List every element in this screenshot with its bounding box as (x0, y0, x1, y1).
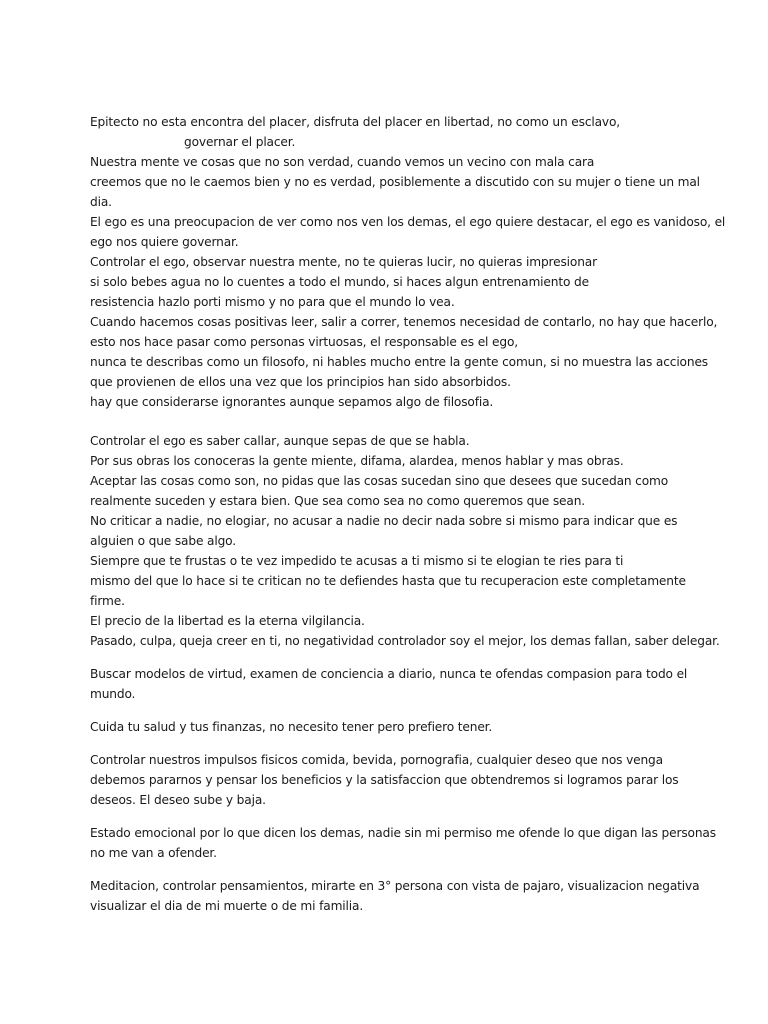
paragraph-gap (90, 863, 690, 876)
text-line: No criticar a nadie, no elogiar, no acusar a nadie no decir nada sobre si mismo para indicar que es (90, 514, 678, 528)
text-line: esto nos hace pasar como personas virtuosas, el responsable es el ego, (90, 335, 518, 349)
text-line: creemos que no le caemos bien y no es verdad, posiblemente a discutido con su mujer o tiene un mal (90, 175, 700, 189)
document-body (90, 112, 726, 916)
text-line: si solo bebes agua no lo cuentes a todo el mundo, si haces algun entrenamiento de (90, 275, 589, 289)
text-line: alguien o que sabe algo. (90, 534, 236, 548)
text-line: deseos. El deseo sube y baja. (90, 793, 266, 807)
text-line: firme. (90, 594, 125, 608)
text-line: Por sus obras los conoceras la gente miente, difama, alardea, menos hablar y mas obras. (90, 454, 624, 468)
text-line: Meditacion, controlar pensamientos, mirarte en 3° persona con vista de pajaro, visualizacion negativa (90, 879, 700, 893)
text-line: El precio de la libertad es la eterna vilgilancia. (90, 614, 365, 628)
text-line: Controlar nuestros impulsos fisicos comida, bevida, pornografia, cualquier deseo que nos venga (90, 753, 663, 767)
text-line: dia. (90, 195, 112, 209)
text-line: Aceptar las cosas como son, no pidas que las cosas sucedan sino que desees que sucedan como (90, 474, 669, 488)
text-line: Pasado, culpa, queja creer en ti, no negatividad controlador soy el mejor, los demas fallan, saber delegar. (90, 634, 720, 648)
text-line: Cuando hacemos cosas positivas leer, salir a correr, tenemos necesidad de contarlo, no hay que hacerlo, (90, 315, 718, 329)
text-line: Estado emocional por lo que dicen los demas, nadie sin mi permiso me ofende lo que digan las personas (90, 826, 716, 840)
text-line: resistencia hazlo porti mismo y no para que el mundo lo vea. (90, 295, 455, 309)
text-line: Buscar modelos de virtud, examen de conciencia a diario, nunca te ofendas compasion para todo el (90, 667, 688, 681)
text-line: debemos pararnos y pensar los beneficios y la satisfaccion que obtendremos si logramos parar los (90, 773, 679, 787)
text-line: El ego es una preocupacion de ver como nos ven los demas, el ego quiere destacar, el ego es vanidoso, el (90, 215, 726, 229)
text-line: governar el placer. (184, 135, 296, 149)
text-line: realmente suceden y estara bien. Que sea como sea no como queremos que sean. (90, 494, 586, 508)
text-line: Cuida tu salud y tus finanzas, no necesito tener pero prefiero tener. (90, 720, 493, 734)
text-line: visualizar el dia de mi muerte o de mi familia. (90, 899, 364, 913)
text-line: que provienen de ellos una vez que los principios han sido absorbidos. (90, 375, 511, 389)
text-line: no me van a ofender. (90, 846, 217, 860)
paragraph-gap (90, 810, 690, 823)
paragraph-gap (90, 704, 690, 717)
text-line: Controlar el ego, observar nuestra mente, no te quieras lucir, no quieras impresionar (90, 255, 597, 269)
paragraph-gap (90, 737, 690, 750)
text-line: Siempre que te frustas o te vez impedido te acusas a ti mismo si te elogian te ries para ti (90, 554, 624, 568)
text-line: Controlar el ego es saber callar, aunque sepas de que se habla. (90, 434, 470, 448)
paragraph-gap (90, 412, 690, 431)
text-line: Epitecto no esta encontra del placer, disfruta del placer en libertad, no como un esclavo, (90, 115, 621, 129)
text-line: mismo del que lo hace si te critican no te defiendes hasta que tu recuperacion este completamente (90, 574, 686, 588)
text-line: Nuestra mente ve cosas que no son verdad, cuando vemos un vecino con mala cara (90, 155, 595, 169)
text-line: nunca te describas como un filosofo, ni hables mucho entre la gente comun, si no muestra las acciones (90, 355, 708, 369)
text-line: mundo. (90, 687, 136, 701)
text-line: hay que considerarse ignorantes aunque sepamos algo de filosofia. (90, 395, 494, 409)
text-line: ego nos quiere governar. (90, 235, 239, 249)
paragraph-gap (90, 651, 690, 664)
